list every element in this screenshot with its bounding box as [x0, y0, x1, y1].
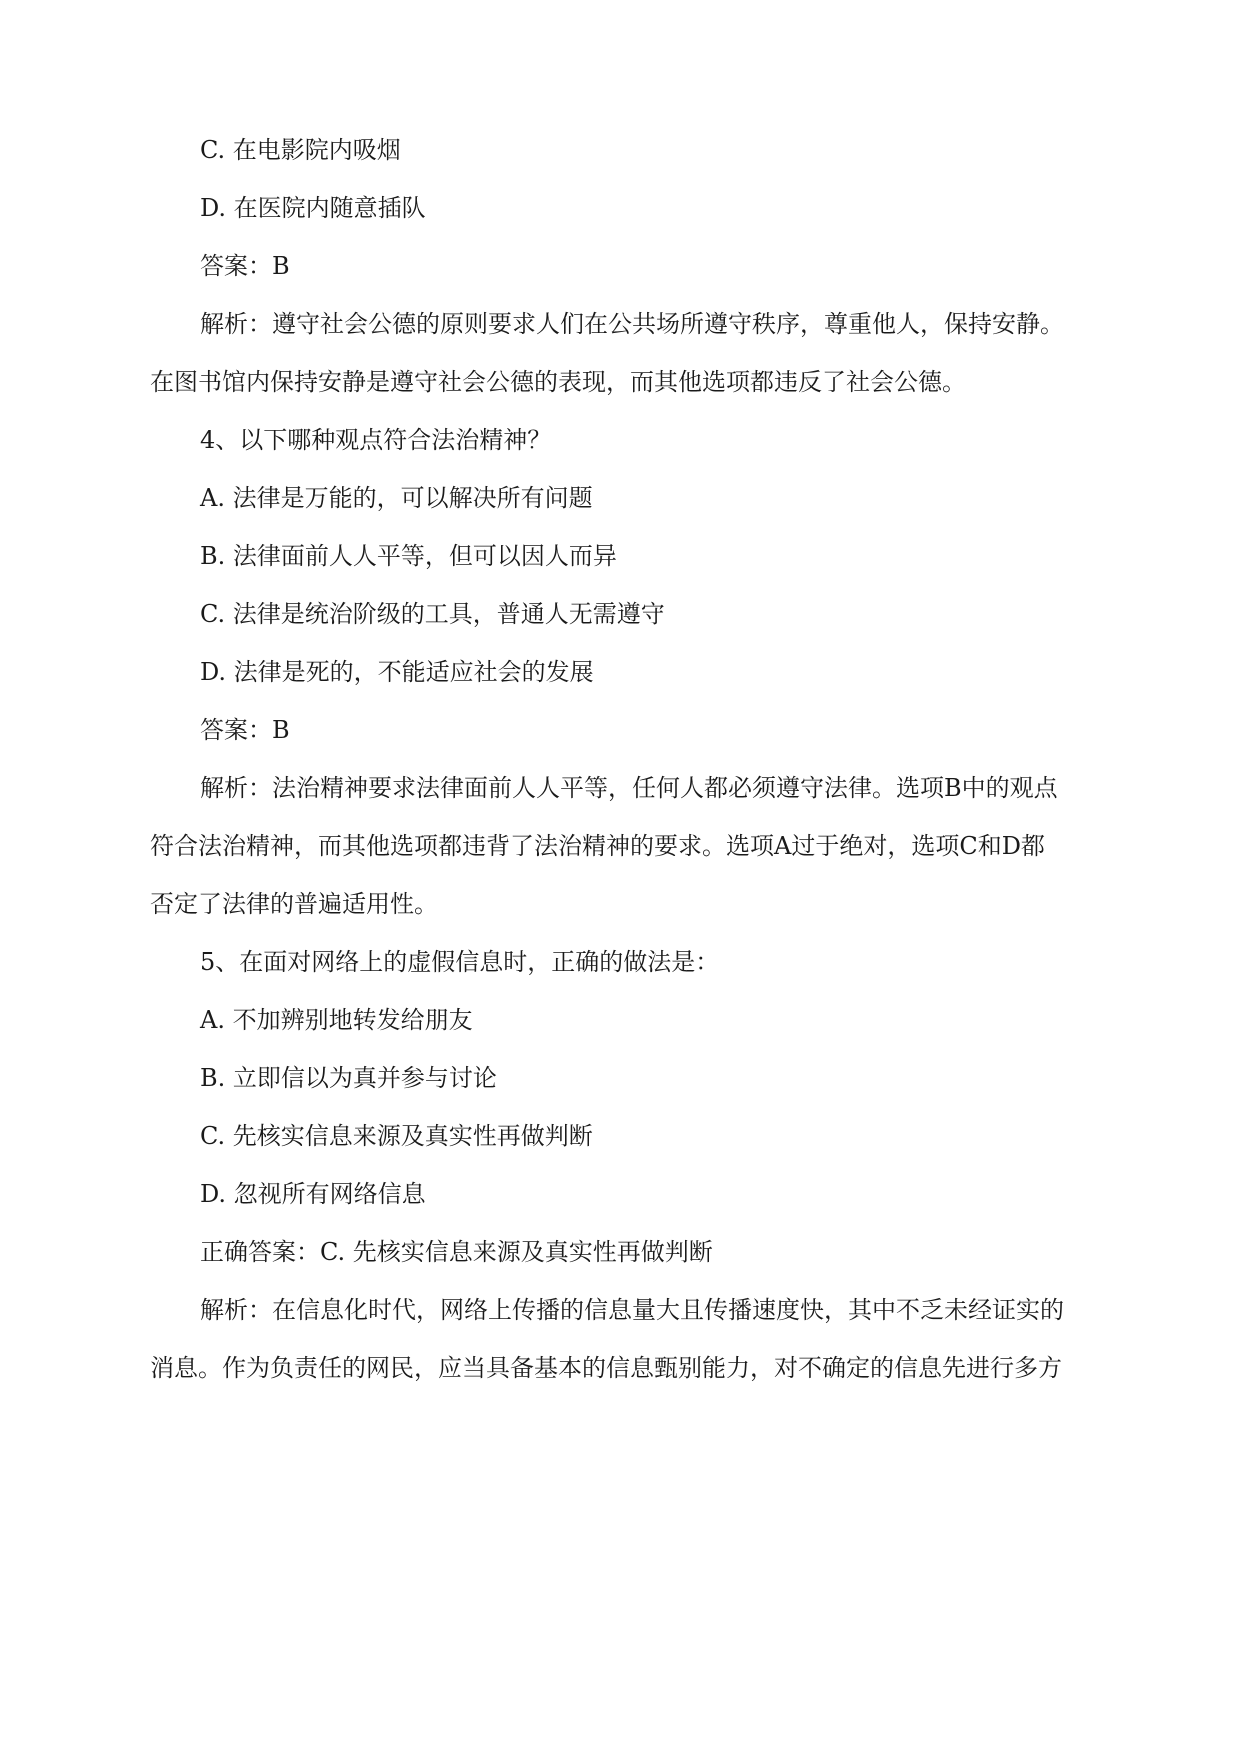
q5-option-a: A. 不加辨别地转发给朋友 [200, 1006, 473, 1034]
q4-option-b: B. 法律面前人人平等，但可以因人而异 [200, 542, 617, 570]
q4-analysis-line-3: 否定了法律的普遍适用性。 [150, 890, 438, 918]
q3-option-d: D. 在医院内随意插队 [200, 194, 426, 222]
q5-option-c: C. 先核实信息来源及真实性再做判断 [200, 1122, 593, 1150]
q5-question: 5、在面对网络上的虚假信息时，正确的做法是： [200, 948, 720, 976]
q3-answer: 答案：B [200, 252, 290, 280]
q3-analysis-line-2: 在图书馆内保持安静是遵守社会公德的表现，而其他选项都违反了社会公德。 [150, 368, 966, 396]
q4-analysis-line-2: 符合法治精神，而其他选项都违背了法治精神的要求。选项A过于绝对，选项C和D都 [150, 832, 1045, 860]
q5-analysis-line-2: 消息。作为负责任的网民，应当具备基本的信息甄别能力，对不确定的信息先进行多方 [150, 1354, 1062, 1382]
q4-answer: 答案：B [200, 716, 290, 744]
q3-option-c: C. 在电影院内吸烟 [200, 136, 401, 164]
q5-answer: 正确答案：C. 先核实信息来源及真实性再做判断 [200, 1238, 713, 1266]
q5-option-b: B. 立即信以为真并参与讨论 [200, 1064, 497, 1092]
q3-analysis-line-1: 解析：遵守社会公德的原则要求人们在公共场所遵守秩序，尊重他人，保持安静。 [200, 310, 1064, 338]
q4-analysis-line-1: 解析：法治精神要求法律面前人人平等，任何人都必须遵守法律。选项B中的观点 [200, 774, 1058, 802]
q5-analysis-line-1: 解析：在信息化时代，网络上传播的信息量大且传播速度快，其中不乏未经证实的 [200, 1296, 1064, 1324]
q5-option-d: D. 忽视所有网络信息 [200, 1180, 426, 1208]
q4-option-a: A. 法律是万能的，可以解决所有问题 [200, 484, 593, 512]
q4-option-c: C. 法律是统治阶级的工具，普通人无需遵守 [200, 600, 665, 628]
q4-option-d: D. 法律是死的，不能适应社会的发展 [200, 658, 594, 686]
q4-question: 4、以下哪种观点符合法治精神？ [200, 426, 552, 454]
